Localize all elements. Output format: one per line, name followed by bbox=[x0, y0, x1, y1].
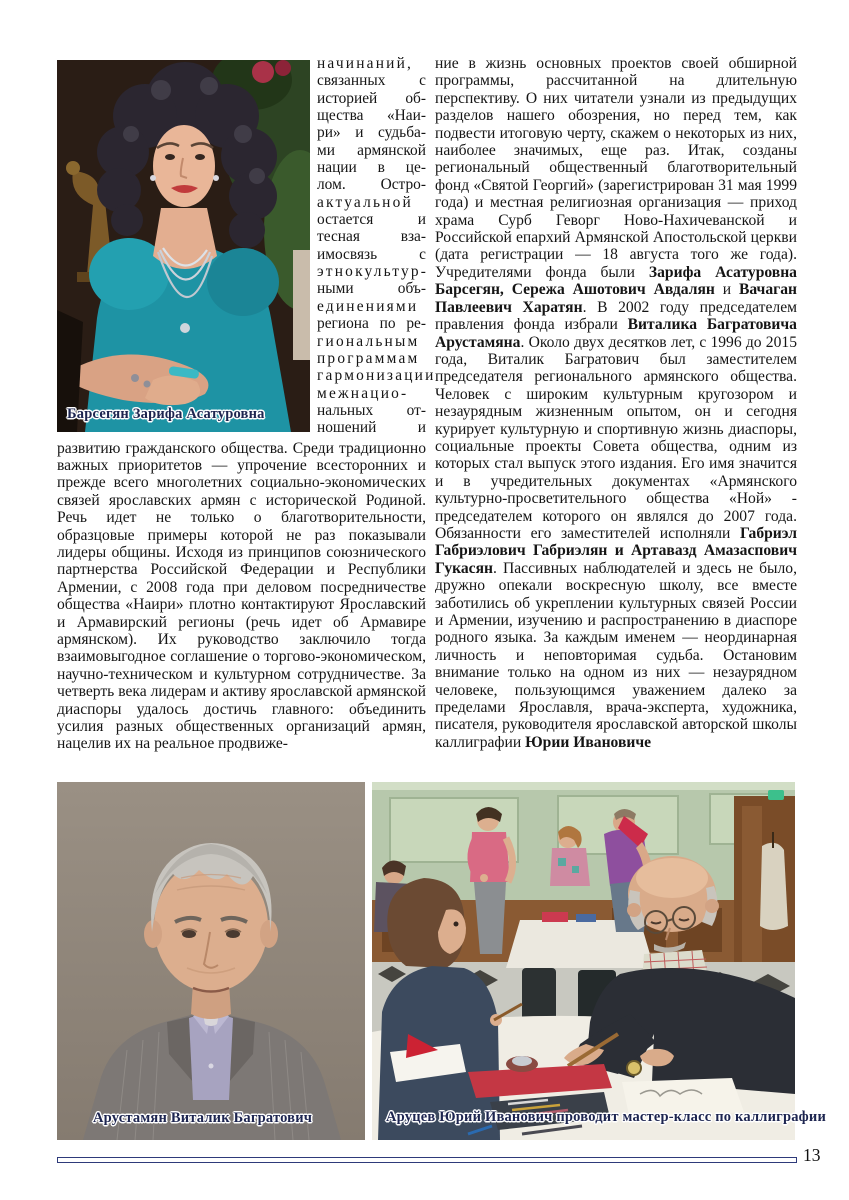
narrow-line: межнацио- bbox=[317, 384, 409, 402]
narrow-line: начинаний, bbox=[317, 55, 414, 72]
caption-masterclass: Аруцев Юрий Иванович проводит мастер-класс по каллиграфии bbox=[386, 1109, 827, 1125]
narrow-line: связанных с bbox=[317, 72, 426, 90]
woman-portrait-image bbox=[57, 60, 310, 432]
left-column-top-row bbox=[57, 55, 436, 437]
narrow-line: этнокультур- bbox=[317, 263, 429, 281]
narrow-line: ри» и судьба- bbox=[317, 124, 426, 142]
left-column-paragraph: развитию гражданского общества. Среди традиционно важных приоритетов — упрочение всесторонних и прежде всего многолетних социально-экономических связей ярославских армян с исторической Родиной. Речь идет не только о благотворительности, образцовые примеры которой не раз показывали лидеры общины. Исходя из принципов союзнического партнерства Российской Федерации и Республики Армении, с 2008 года при деловом посредничестве общества «Наири» плотно контактируют Ярославский и Армавирский регионы (речь идет об Армавире армянском). Их руководство заключило тогда взаимовыгодное соглашение о торгово-экономическом, научно-техническом и культурном сотрудничестве. За четверть века лидерам и активу ярославской армянской диаспоры удалось достичь главного: объединить усилия разных общественных организаций армян, нацелив их на реальное продвиже- bbox=[57, 439, 426, 753]
footer-rule bbox=[57, 1157, 797, 1163]
right-column-paragraph: ние в жизнь основных проектов своей обширной программы, рассчитанной на длительную перспективу. О них читатели узнали из предыдущих разделов нашего обозрения, но перед тем, как подвести итоговую черту, скажем о некоторых из них, наиболее значимых, еще раз. Итак, созданы региональный общественный благотворительный фонд «Святой Георгий» (зарегистрирован 31 мая 1999 года) и местная религиозная организация — приход храма Сурб Геворг Ново-Нахичеванской и Российской епархий Армянской Апостольской церкви (дата регистрации — 18 августа того же года). Учредителями фонда были Зарифа Асатуровна Барсегян, Сережа Ашотович Авдалян и Вачаган Павлеевич Харатян. В 2002 году председателем правления фонда избрали Виталика Багратовича Арустамяна. Около двух десятков лет, с 1996 до 2015 года, Виталик Багратович был заместителем председателя регионального армянского общества. Человек с широким культурным кругозором и незаурядным жизненным опытом, он и сегодня курирует культурную и спортивную жизнь диаспоры, социальные проекты Совета общества, одним из которых стал выпуск этого издания. Его имя значится и в учредительных документах «Армянского культурно-просветительного общества «Ной» - председателем которого он являлся до 2007 года. Обязанности его заместителей исполняли Габриэл Габриэлович Габриэлян и Артавазд Амазаспович Гукасян. Пассивных наблюдателей и здесь не было, дружно опекали воскресную школу, все вместе заботились об укреплении культурных связей России и Армении, изучению и распространению в диаспоре родного языка. За каждым именем — неординарная личность и неповторимая судьба. Остановим внимание только на одном из них — незаурядном человеке, пользующимся уважением далеко за пределами Ярославля, врача-эксперта, художника, писателя, руководителя ярославской авторской школы каллиграфии Юрии Ивановиче bbox=[435, 55, 797, 751]
narrow-line: нации в це- bbox=[317, 159, 426, 177]
narrow-line: лом. Остро- bbox=[317, 176, 426, 194]
narrow-line: ношений и bbox=[317, 419, 426, 437]
narrow-line: щества «Наи- bbox=[317, 107, 426, 125]
caption-woman-portrait: Барсегян Зарифа Асатуровна bbox=[67, 406, 265, 422]
narrow-line: историей об- bbox=[317, 89, 426, 107]
masterclass-image bbox=[372, 782, 795, 1140]
man-portrait-image bbox=[57, 782, 365, 1140]
photo-man-portrait bbox=[57, 782, 365, 1140]
narrow-line: нальных от- bbox=[317, 401, 426, 419]
narrow-line: остается и bbox=[317, 211, 426, 229]
photo-woman-portrait bbox=[57, 60, 310, 432]
narrow-column bbox=[317, 55, 436, 437]
narrow-line: имосвязь с bbox=[317, 245, 426, 263]
narrow-line: тесная вза- bbox=[317, 228, 426, 246]
left-column bbox=[57, 55, 436, 753]
narrow-line: единениями bbox=[317, 297, 419, 315]
photo-masterclass bbox=[372, 782, 827, 1140]
right-column bbox=[435, 55, 797, 753]
narrow-line: региона по ре- bbox=[317, 315, 426, 333]
article-body bbox=[57, 55, 797, 753]
bottom-photos-row bbox=[57, 782, 827, 1140]
page-number: 13 bbox=[803, 1145, 821, 1165]
narrow-line: актуальной bbox=[317, 193, 413, 211]
narrow-line: программам bbox=[317, 349, 420, 367]
caption-man-portrait: Арустамян Виталик Багратович bbox=[93, 1110, 313, 1126]
narrow-line: ными объ- bbox=[317, 280, 426, 298]
narrow-line: гиональным bbox=[317, 332, 420, 350]
narrow-line: гармонизации bbox=[317, 367, 436, 385]
narrow-line: ми армянской bbox=[317, 141, 426, 159]
